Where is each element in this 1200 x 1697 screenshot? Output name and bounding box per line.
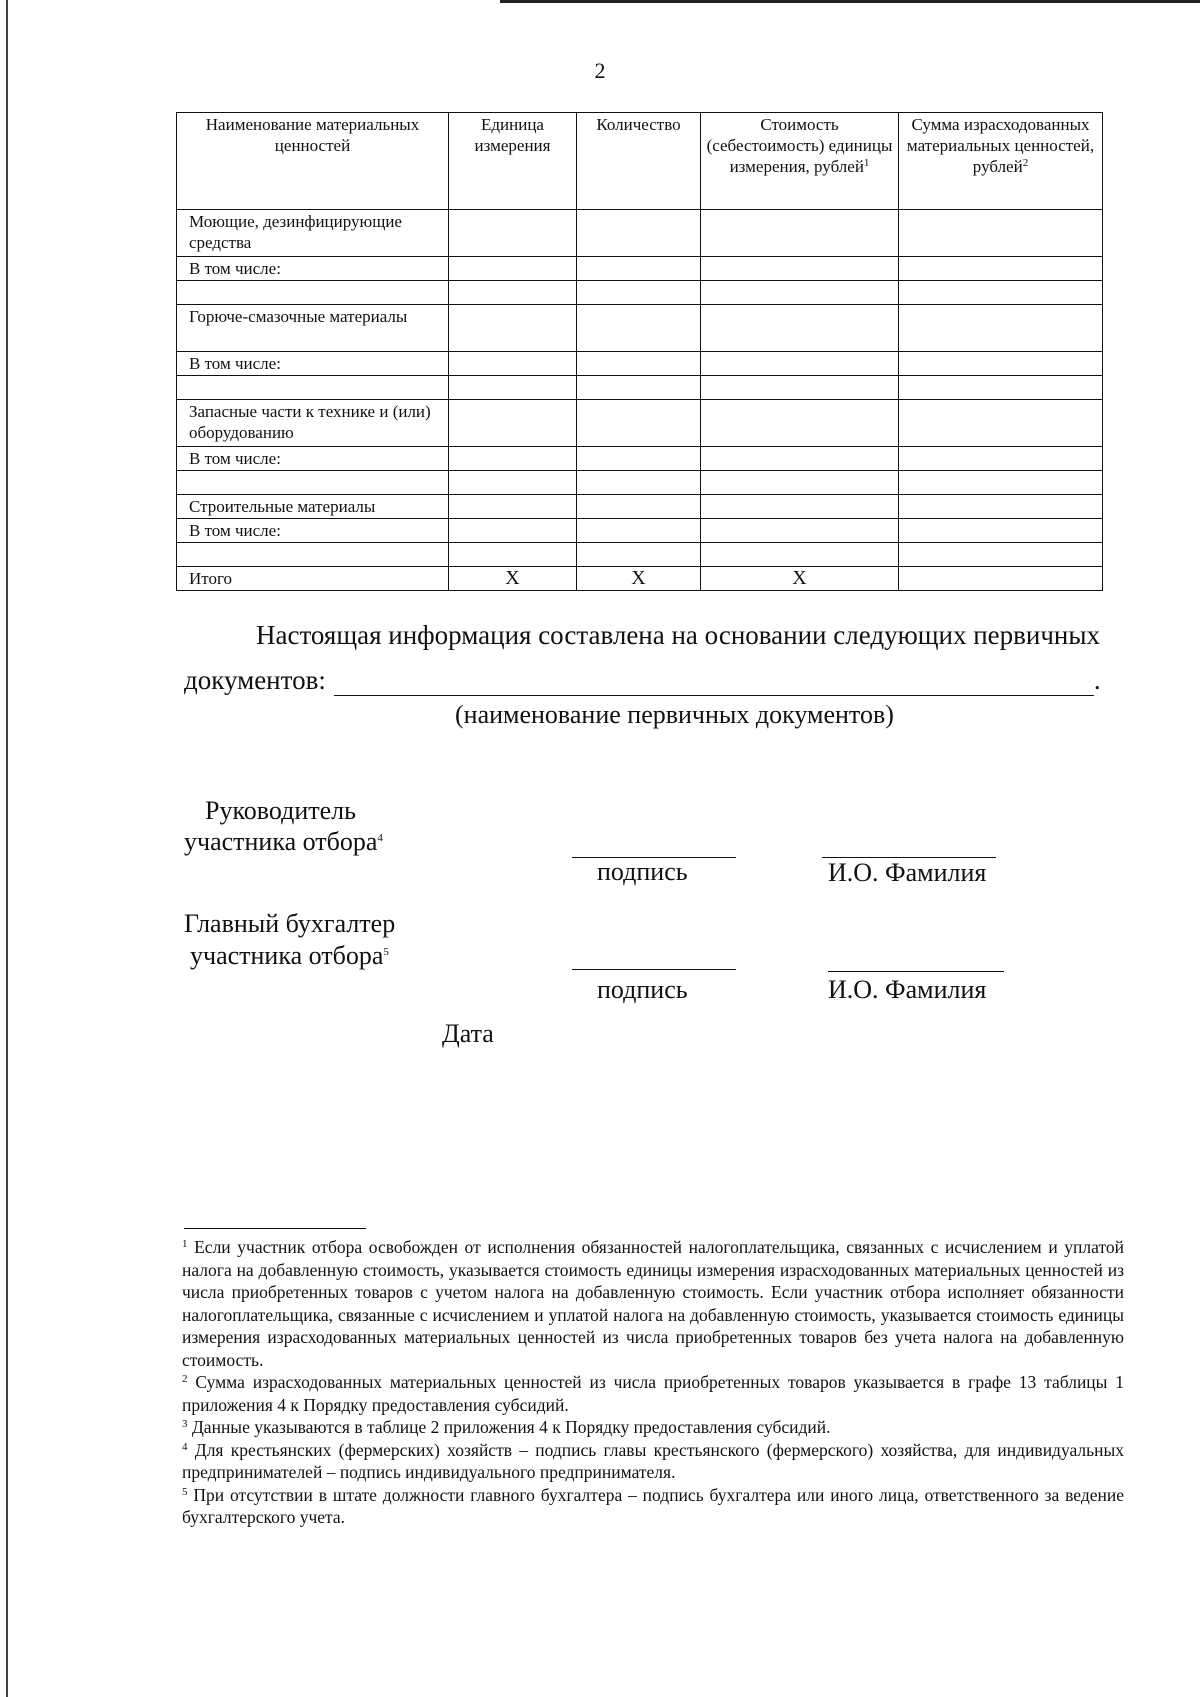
header-quantity: Количество xyxy=(577,113,701,210)
row-label: В том числе: xyxy=(177,257,449,281)
table-row xyxy=(177,495,1103,519)
head-title-line-1: Руководитель xyxy=(205,796,356,825)
footnote-2: $^2$ Сумма израсходованных материальных ценностей из числа приобретенных товаров указывается в графе 13 таблицы 1 приложения 4 к Порядку предоставления субсидий. xyxy=(182,1372,1125,1415)
basis-documents-label: документов: xyxy=(184,665,326,695)
row-label: В том числе: xyxy=(177,519,449,543)
footnote-separator xyxy=(184,1228,366,1229)
accountant-signature-line[interactable] xyxy=(572,969,736,970)
row-label xyxy=(177,376,449,400)
header-name: Наименование материальных ценностей xyxy=(177,113,449,210)
total-cost: X xyxy=(701,567,899,591)
table-header-row xyxy=(177,113,1103,210)
accountant-name-line[interactable] xyxy=(828,971,1004,972)
table-total-row xyxy=(177,567,1103,591)
row-label: Горюче-смазочные материалы xyxy=(177,305,449,352)
row-label: Строительные материалы xyxy=(177,495,449,519)
footnote-4: $^4$ Для крестьянских (фермерских) хозяйств – подпись главы крестьянского (фермерского) хозяйства, для индивидуальных предпринимателей – подпись индивидуального предпринимателя. xyxy=(182,1439,1124,1482)
accountant-title-line-2: участника отбора$^5$ xyxy=(190,941,389,970)
scan-edge-left xyxy=(6,0,8,1697)
footnotes xyxy=(182,1236,1124,1529)
table-row xyxy=(177,543,1103,567)
row-label: Запасные части к технике и (или) оборудованию xyxy=(177,400,449,447)
header-sum: Сумма израсходованных материальных ценностей, рублей$^2$ xyxy=(899,113,1103,210)
table-row xyxy=(177,281,1103,305)
date-label: Дата xyxy=(442,1019,494,1048)
row-label: Моющие, дезинфицирующие средства xyxy=(177,210,449,257)
row-label: В том числе: xyxy=(177,352,449,376)
row-label xyxy=(177,471,449,495)
table-row xyxy=(177,210,1103,257)
scan-edge-top xyxy=(500,0,1200,3)
header-cost: Стоимость (себестоимость) единицы измерения, рублей$^1$ xyxy=(701,113,899,210)
accountant-title-line-1: Главный бухгалтер xyxy=(184,909,396,938)
total-quantity: X xyxy=(577,567,701,591)
row-label xyxy=(177,281,449,305)
table-row xyxy=(177,257,1103,281)
table-row xyxy=(177,400,1103,447)
footnote-ref-5: 5 xyxy=(383,946,389,958)
basis-field-caption: (наименование первичных документов) xyxy=(455,700,894,729)
primary-documents-field[interactable] xyxy=(334,671,1094,696)
footnote-ref-2: 2 xyxy=(1022,157,1029,169)
basis-statement xyxy=(184,620,1104,696)
table-row xyxy=(177,352,1103,376)
table-row xyxy=(177,519,1103,543)
header-unit: Единица измерения xyxy=(449,113,577,210)
basis-line-2 xyxy=(184,665,1104,696)
table-row xyxy=(177,471,1103,495)
table-row xyxy=(177,376,1103,400)
page-number: 2 xyxy=(594,58,606,83)
row-label xyxy=(177,543,449,567)
basis-line-end: . xyxy=(1093,665,1101,695)
footnote-ref-1: 1 xyxy=(863,157,870,169)
accountant-signature-caption: подпись xyxy=(597,975,688,1004)
footnote-1: $^1$ Если участник отбора освобожден от исполнения обязанностей налогоплательщика, связанных с исчислением и уплатой налога на добавленную стоимость, указывается стоимость единицы измерения израсходованных материальных ценностей из числа приобретенных товаров с учетом налога на добавленную стоимость. Если участник отбора исполняет обязанности налогоплательщика, связанные с исчислением и уплатой налога на добавленную стоимость, указывается стоимость единицы измерения израсходованных материальных ценностей из числа приобретенных товаров без учета налога на добавленную стоимость. xyxy=(182,1237,1125,1370)
total-sum xyxy=(899,567,1103,591)
accountant-name-caption: И.О. Фамилия xyxy=(828,975,987,1004)
head-signature-caption: подпись xyxy=(597,857,688,886)
total-unit: X xyxy=(449,567,577,591)
basis-line-1: Настоящая информация составлена на основании следующих первичных xyxy=(256,620,1101,650)
footnote-3: $^3$ Данные указываются в таблице 2 приложения 4 к Порядку предоставления субсидий. xyxy=(182,1417,831,1437)
table-row xyxy=(177,305,1103,352)
head-name-caption: И.О. Фамилия xyxy=(828,858,987,887)
head-title-line-2: участника отбора$^4$ xyxy=(184,827,383,856)
row-label: В том числе: xyxy=(177,447,449,471)
footnote-5: $^5$ При отсутствии в штате должности главного бухгалтера – подпись бухгалтера или иного лица, ответственного за ведение бухгалтерского учета. xyxy=(182,1484,1124,1527)
footnote-ref-4: 4 xyxy=(377,832,383,844)
table-row xyxy=(177,447,1103,471)
total-label: Итого xyxy=(177,567,449,591)
materials-table xyxy=(176,112,1103,591)
